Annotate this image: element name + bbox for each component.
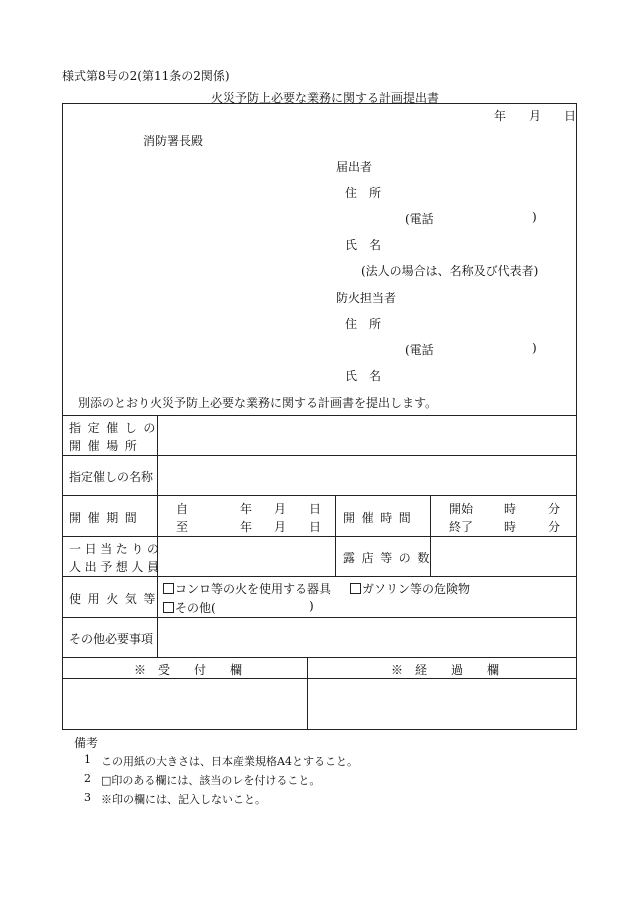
event-name-label: 指定催しの名称 <box>69 470 154 484</box>
period-from-month: 月 <box>274 502 287 516</box>
hours-label: 開催時間 <box>343 511 418 525</box>
submitter-label: 届出者 <box>336 160 373 174</box>
fire-manager-label: 防火担当者 <box>336 291 397 305</box>
rule <box>62 617 577 618</box>
hours-end: 終了 <box>449 520 474 534</box>
corporation-note: (法人の場合は、名称及び代表者) <box>361 264 539 278</box>
fire-manager-address-label: 住 所 <box>345 317 382 331</box>
rule <box>62 415 577 416</box>
hours-end-hour: 時 <box>504 520 517 534</box>
note-3-text: ※印の欄には、記入しないこと。 <box>101 793 266 806</box>
hours-end-minute: 分 <box>548 520 561 534</box>
submission-statement: 別添のとおり火災予防上必要な業務に関する計画書を提出します。 <box>78 396 438 410</box>
fire-use-label: 使用火気等 <box>69 592 163 606</box>
gasoline-option-text: ガソリン等の危険物 <box>362 582 471 596</box>
rule <box>62 495 577 496</box>
date-day: 日 <box>564 109 577 123</box>
form-title: 火災予防上必要な業務に関する計画提出書 <box>211 91 440 105</box>
rule <box>62 455 577 456</box>
other-items-label: その他必要事項 <box>69 632 154 646</box>
addressee: 消防署長殿 <box>143 134 204 148</box>
option-stove <box>163 580 331 597</box>
visitors-label-line2: 人出予想人員 <box>69 560 163 574</box>
submitter-name-label: 氏 名 <box>345 238 382 252</box>
note-2-num: 2 <box>84 772 91 785</box>
stove-checkbox[interactable] <box>163 583 174 594</box>
period-to-year: 年 <box>240 520 253 534</box>
fire-manager-phone-close: ) <box>532 341 537 355</box>
venue-label-line1: 指定催しの <box>69 421 163 435</box>
progress-header: ※ 経 過 欄 <box>391 663 500 677</box>
gasoline-checkbox[interactable] <box>350 583 361 594</box>
period-from-day: 日 <box>309 502 322 516</box>
period-to-month: 月 <box>274 520 287 534</box>
rule <box>62 657 577 658</box>
period-to: 至 <box>176 520 189 534</box>
hours-start-minute: 分 <box>548 502 561 516</box>
submitter-address-label: 住 所 <box>345 186 382 200</box>
other-option-text: その他( <box>175 601 216 615</box>
fire-manager-phone-open: (電話 <box>405 343 434 357</box>
date-year: 年 <box>494 109 507 123</box>
rule <box>62 536 577 537</box>
fire-manager-name-label: 氏 名 <box>345 369 382 383</box>
note-2-text: □印のある欄には、該当のレを付けること。 <box>101 774 321 787</box>
note-1-num: 1 <box>84 753 91 766</box>
period-from: 自 <box>176 502 189 516</box>
stalls-label: 露店等の数 <box>343 551 437 565</box>
rule <box>307 657 308 730</box>
option-other <box>163 599 216 616</box>
notes-heading: 備考 <box>74 736 99 750</box>
note-1-text: この用紙の大きさは、日本産業規格A4とすること。 <box>101 755 358 768</box>
period-to-day: 日 <box>309 520 322 534</box>
note-3-num: 3 <box>84 791 91 804</box>
submitter-phone-open: (電話 <box>405 212 434 226</box>
form-number: 様式第8号の2(第11条の2関係) <box>62 69 230 83</box>
rule <box>157 415 158 657</box>
hours-start: 開始 <box>449 502 474 516</box>
rule <box>62 678 577 679</box>
option-gasoline <box>350 580 470 597</box>
visitors-label-line1: 一日当たりの <box>69 542 163 556</box>
other-checkbox[interactable] <box>163 602 174 613</box>
rule <box>335 495 336 576</box>
submitter-phone-close: ) <box>532 210 537 224</box>
other-option-close: ) <box>309 599 314 613</box>
rule <box>62 576 577 577</box>
reception-header: ※ 受 付 欄 <box>134 663 243 677</box>
hours-start-hour: 時 <box>504 502 517 516</box>
stove-option-text: コンロ等の火を使用する器具 <box>175 582 332 596</box>
date-month: 月 <box>529 109 542 123</box>
venue-label-line2: 開催場所 <box>69 439 144 453</box>
period-from-year: 年 <box>240 502 253 516</box>
period-label: 開催期間 <box>69 511 144 525</box>
